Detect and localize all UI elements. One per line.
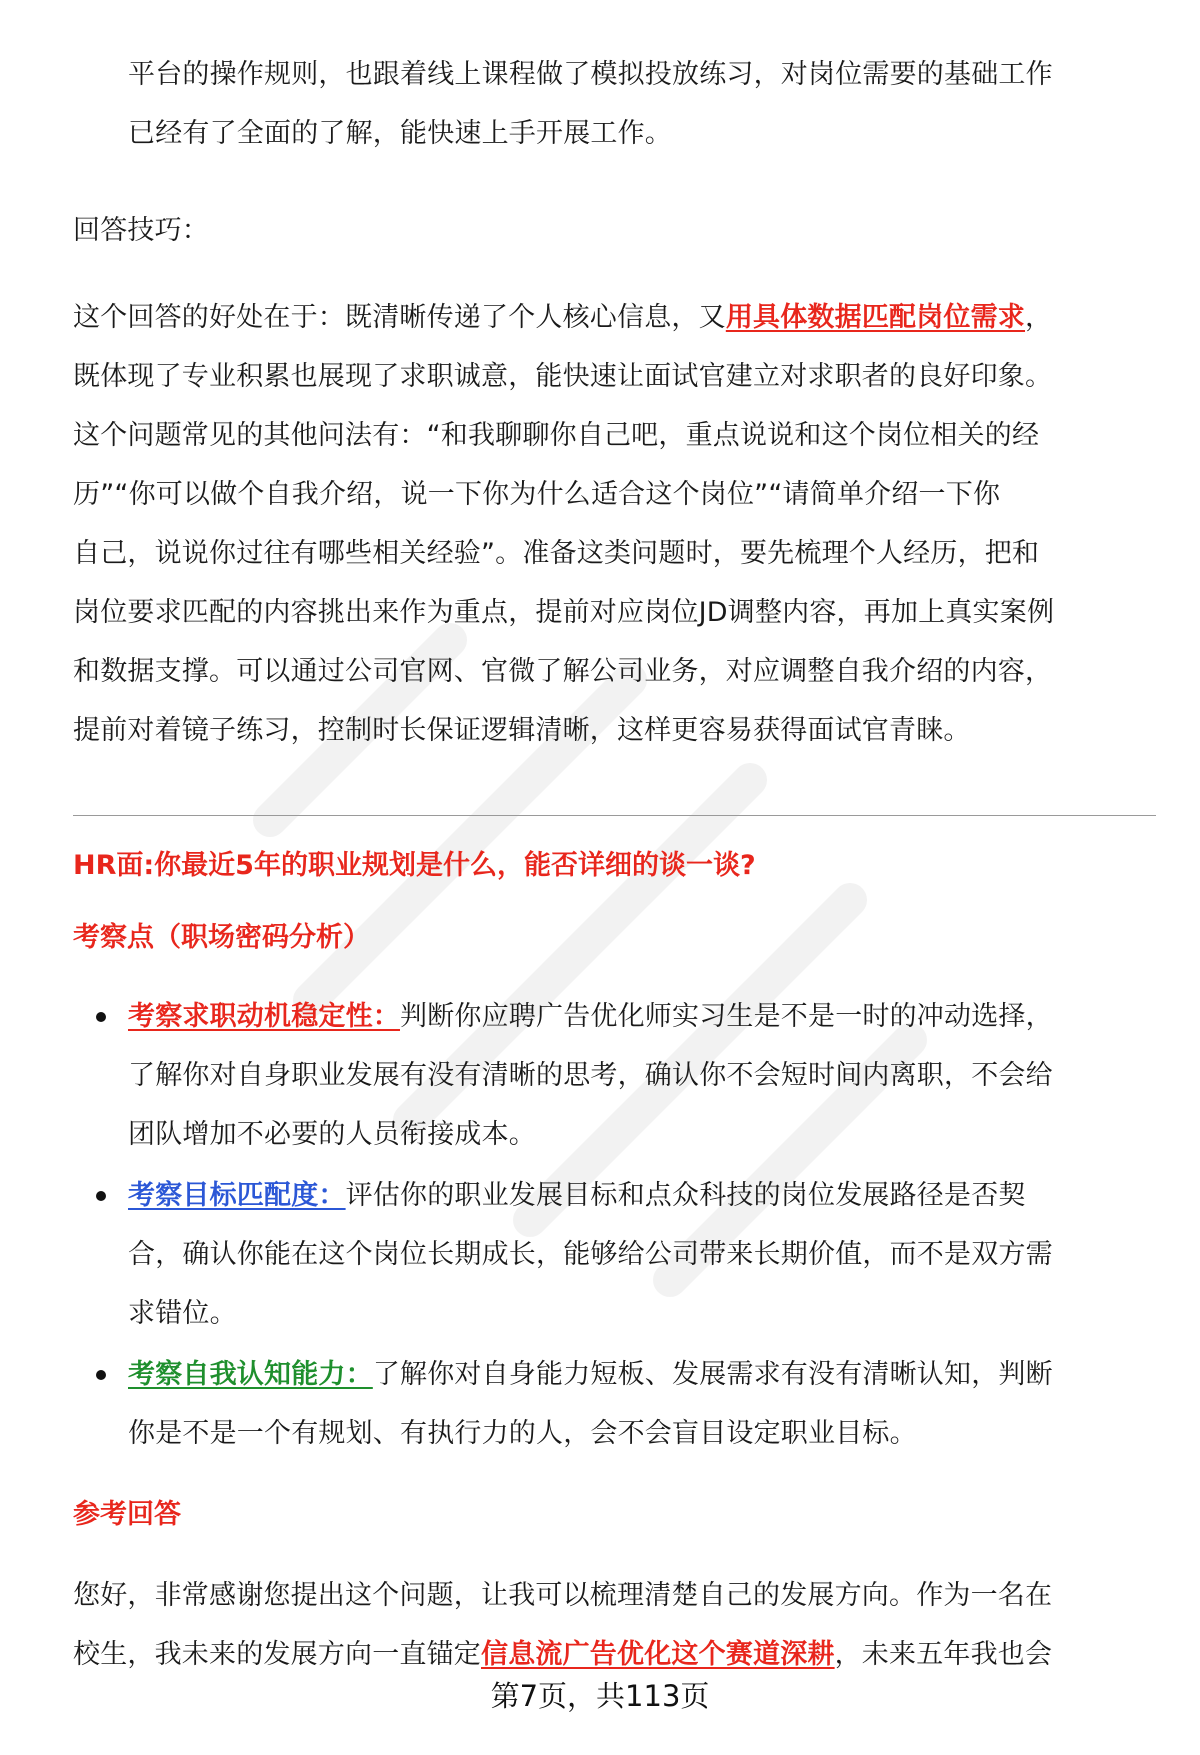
tips-line1-text: 这个回答的好处在于：既清晰传递了个人核心信息，又 [73,302,726,333]
answer-line2-text: 校生，我未来的发展方向一直锚定 [73,1639,481,1670]
bullet-label: 考察求职动机稳定性： [128,1001,400,1032]
intro-line: 已经有了全面的了解，能快速上手开展工作。 [128,118,672,149]
bullet-first-line: 判断你应聘广告优化师实习生是不是一时的冲动选择， [400,1001,1053,1032]
intro-paragraph [128,45,1153,163]
bullet-item-goal-match [128,1166,1153,1343]
answer-paragraph [73,1566,1153,1684]
points-title: 考察点（职场密码分析） [73,922,370,953]
section-divider [73,815,1156,816]
tips-line: 和数据支撑。可以通过公司官网、官微了解公司业务，对应调整自我介绍的内容， [73,656,1053,687]
tips-label [73,201,1153,260]
tips-line: 自己，说说你过往有哪些相关经验”。准备这类问题时，要先梳理个人经历，把和 [73,538,1040,569]
answer-title: 参考回答 [73,1499,181,1530]
tips-line1-tail: ， [1025,302,1053,333]
answer-line2-tail: ，未来五年我也会 [834,1639,1053,1670]
intro-line: 平台的操作规则，也跟着线上课程做了模拟投放练习，对岗位需要的基础工作 [128,59,1053,90]
bullet-line: 你是不是一个有规划、有执行力的人，会不会盲目设定职业目标。 [128,1418,917,1449]
bullet-dot [96,1012,106,1022]
bullet-first-line: 了解你对自身能力短板、发展需求有没有清晰认知，判断 [372,1359,1053,1390]
bullet-item-self-awareness [128,1345,1153,1463]
bullet-line [128,1345,1153,1404]
tips-line: 既体现了专业积累也展现了求职诚意，能快速让面试官建立对求职者的良好印象。 [73,361,1053,392]
tips-label-text: 回答技巧： [73,215,209,246]
bullet-line: 合，确认你能在这个岗位长期成长，能够给公司带来长期价值，而不是双方需 [128,1239,1053,1270]
question-title: HR面:你最近5年的职业规划是什么，能否详细的谈一谈? [73,850,756,881]
tips-line: 这个问题常见的其他问法有：“和我聊聊你自己吧，重点说说和这个岗位相关的经 [73,420,1040,451]
bullet-first-line: 评估你的职业发展目标和点众科技的岗位发展路径是否契 [345,1180,1026,1211]
bullet-dot [96,1370,106,1380]
bullet-line: 团队增加不必要的人员衔接成本。 [128,1119,536,1150]
answer-highlight: 信息流广告优化这个赛道深耕 [481,1639,835,1670]
tips-paragraph [73,288,1153,760]
bullet-item-motivation [128,987,1153,1164]
tips-line: 历”“你可以做个自我介绍，说一下你为什么适合这个岗位”“请简单介绍一下你 [73,479,1001,510]
bullet-line: 了解你对自身职业发展有没有清晰的思考，确认你不会短时间内离职，不会给 [128,1060,1053,1091]
bullet-line: 求错位。 [128,1298,237,1329]
tips-highlight: 用具体数据匹配岗位需求 [725,302,1026,333]
bullet-label: 考察目标匹配度： [128,1180,346,1211]
bullet-dot [96,1191,106,1201]
page-footer: 第7页，共113页 [490,1679,710,1713]
bullet-line [128,987,1153,1046]
tips-line: 岗位要求匹配的内容挑出来作为重点，提前对应岗位JD调整内容，再加上真实案例 [73,597,1055,628]
bullet-label: 考察自我认知能力： [128,1359,373,1390]
tips-line [73,288,1153,347]
answer-line: 您好，非常感谢您提出这个问题，让我可以梳理清楚自己的发展方向。作为一名在 [73,1580,1053,1611]
tips-line: 提前对着镜子练习，控制时长保证逻辑清晰，这样更容易获得面试官青睐。 [73,715,971,746]
bullet-line [128,1166,1153,1225]
